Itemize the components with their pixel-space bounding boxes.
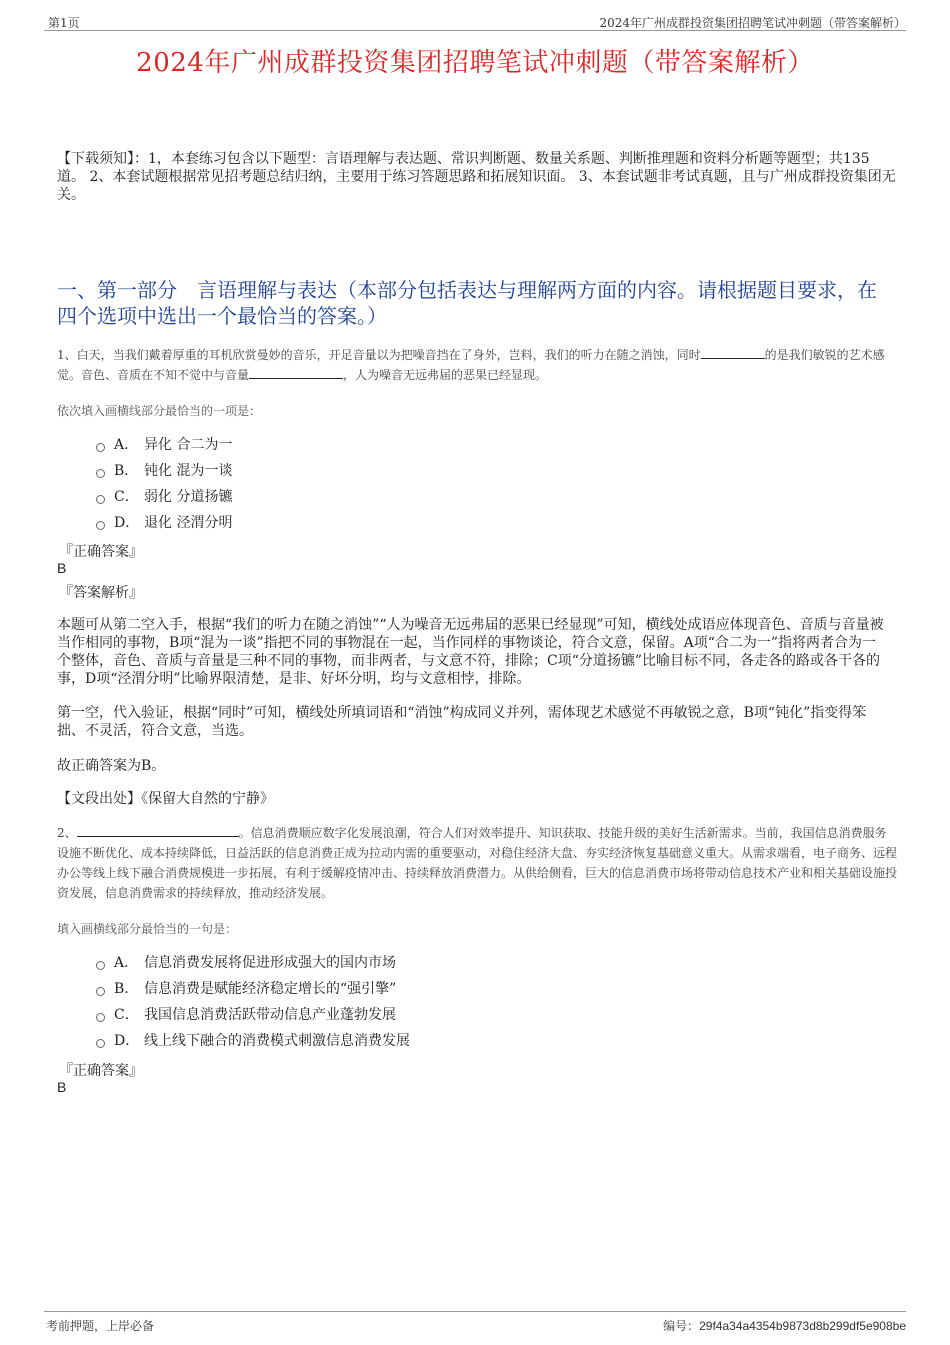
answer-value: B: [57, 560, 67, 576]
radio-icon[interactable]: [96, 443, 105, 452]
radio-icon[interactable]: [96, 1013, 105, 1022]
option-c[interactable]: C． 我国信息消费活跃带动信息产业蓬勃发展: [96, 1002, 410, 1028]
question-2-options: [96, 950, 410, 1054]
option-c[interactable]: C． 弱化 分道扬镳: [96, 484, 232, 510]
question-2-prompt: 填入画横线部分最恰当的一句是：: [57, 922, 238, 936]
analysis-conclusion: 故正确答案为B。: [57, 758, 166, 774]
header-doc-title: 2024年广州成群投资集团招聘笔试冲刺题（带答案解析）: [599, 16, 906, 30]
answer-label: 『正确答案』: [59, 1063, 143, 1079]
analysis-paragraph-1: 本题可从第二空入手，根据“我们的听力在随之消蚀”“人为噪音无远弗届的恶果已经显现”可知，横线处成语应体现音色、音质与音量被当作相同的事物，B项“混为一谈”指把不同的事物混在一起，当作同样的事物谈论，符合文意，保留。A项“合二为一”指将两者合为一个整体，音色、音质与音量是三种不同的事物，而非两者，与文意不符，排除；C项“分道扬镳”比喻目标不同，各走各的路或各干各的事，D项“泾渭分明”比喻界限清楚，是非、好坏分明，均与文意相悖，排除。: [57, 617, 884, 687]
option-b[interactable]: B． 信息消费是赋能经济稳定增长的“强引擎”: [96, 976, 410, 1002]
radio-icon[interactable]: [96, 987, 105, 996]
radio-icon[interactable]: [96, 961, 105, 970]
document-title: 2024年广州成群投资集团招聘笔试冲刺题（带答案解析）: [136, 48, 814, 78]
question-1-blank-2: [249, 365, 343, 379]
option-b[interactable]: B． 钝化 混为一谈: [96, 458, 232, 484]
page-header: [44, 10, 906, 31]
radio-icon[interactable]: [96, 495, 105, 504]
radio-icon[interactable]: [96, 469, 105, 478]
radio-icon[interactable]: [96, 1039, 105, 1048]
section-heading: 一、第一部分 言语理解与表达（本部分包括表达与理解两方面的内容。请根据题目要求，在四个选项中选出一个最恰当的答案。）: [57, 278, 877, 328]
question-1-text: 1、白天，当我们戴着厚重的耳机欣赏曼妙的音乐，开足音量以为把噪音挡在了身外，岂料，我们的听力在随之消蚀，同时 的是我们敏锐的艺术感觉。音色、音质在不知不觉中与音量 ，人为噪音无远弗届的恶果已经显现。: [57, 345, 897, 385]
document-code: 编号：29f4a34a4354b9873d8b299df5e908be: [663, 1319, 906, 1333]
download-notice: 【下载须知】：1，本套练习包含以下题型：言语理解与表达题、常识判断题、数量关系题、判断推理题和资料分析题等题型；共135道。 2、本套试题根据常见招考题总结归纳，主要用于练习答题思路和拓展知识面。 3、本套试题非考试真题，且与广州成群投资集团无关。: [57, 151, 896, 203]
answer-value: B: [57, 1079, 67, 1095]
question-1-options: [96, 432, 232, 536]
analysis-label: 『答案解析』: [59, 585, 143, 601]
analysis-paragraph-2: 第一空，代入验证，根据“同时”可知，横线处所填词语和“消蚀”构成同义并列，需体现艺术感觉不再敏锐之意，B项“钝化”指变得笨拙、不灵活，符合文意，当选。: [57, 705, 867, 739]
answer-label: 『正确答案』: [59, 544, 143, 560]
option-d[interactable]: D． 线上线下融合的消费模式刺激信息消费发展: [96, 1028, 410, 1054]
option-d[interactable]: D． 退化 泾渭分明: [96, 510, 232, 536]
option-a[interactable]: A． 异化 合二为一: [96, 432, 232, 458]
question-1-prompt: 依次填入画横线部分最恰当的一项是：: [57, 404, 262, 418]
source-reference: 【文段出处】《保留大自然的宁静》: [57, 791, 274, 807]
page-number: 第1页: [48, 16, 80, 30]
page-footer: [44, 1311, 906, 1336]
footer-slogan: 考前押题，上岸必备: [46, 1319, 155, 1333]
question-2-text: 2、 。信息消费顺应数字化发展浪潮，符合人们对效率提升、知识获取、技能升级的美好生活新需求。当前，我国信息消费服务设施不断优化、成本持续降低，日益活跃的信息消费正成为拉动内需的重要驱动，对稳住经济大盘、夯实经济恢复基础意义重大。从需求端看，电子商务、远程办公等线上线下融合消费规模进一步拓展，有利于缓解疫情冲击、持续释放消费潜力。从供给侧看，巨大的信息消费市场将带动信息技术产业和相关基础设施投资发展，信息消费需求的持续释放，推动经济发展。: [57, 823, 897, 903]
radio-icon[interactable]: [96, 521, 105, 530]
option-a[interactable]: A． 信息消费发展将促进形成强大的国内市场: [96, 950, 410, 976]
question-2-blank: [77, 823, 239, 837]
question-1-blank-1: [701, 345, 765, 359]
